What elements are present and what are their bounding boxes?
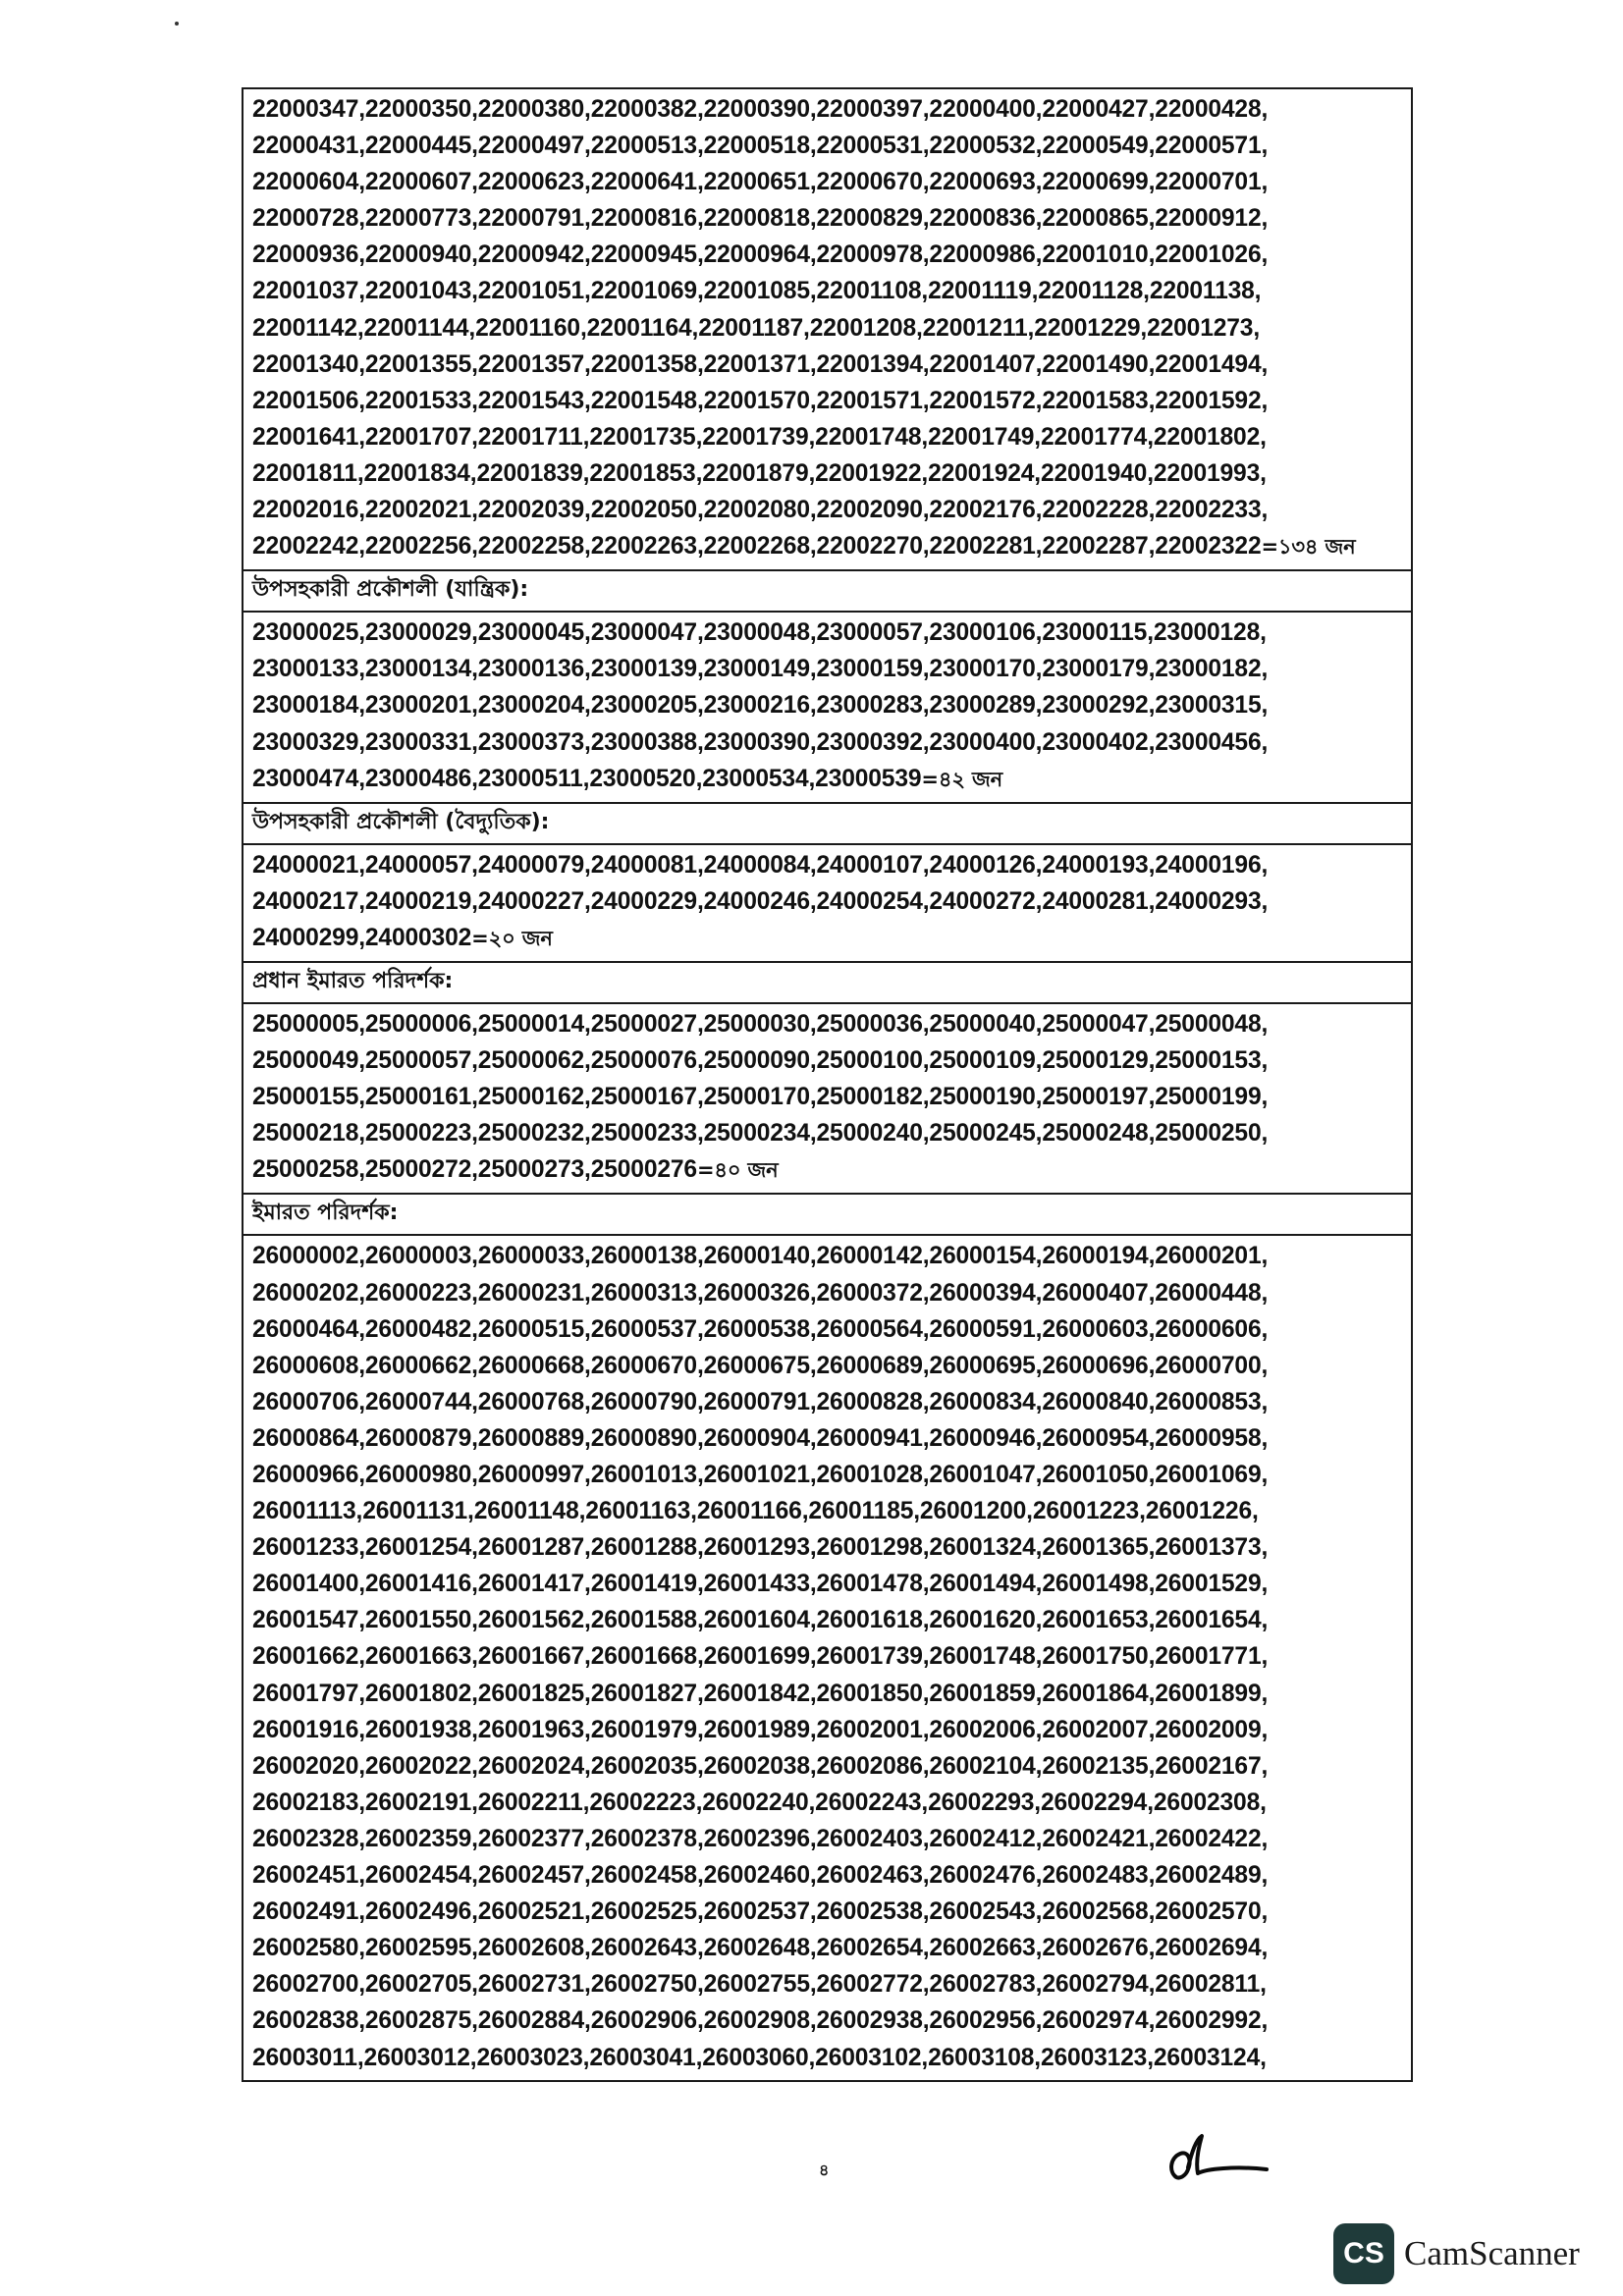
- roll-line: [252, 310, 1403, 347]
- roll-numbers: 22001641,22001707,22001711,22001735,22001739,22001748,22001749,22001774,22001802,: [252, 423, 1267, 451]
- section-total: =১৩৪ জন: [1261, 535, 1356, 560]
- roll-line: [252, 920, 1403, 957]
- roll-line: [252, 761, 1403, 798]
- roll-numbers: 22002242,22002256,22002258,22002263,22002268,22002270,22002281,22002287,22002322: [252, 533, 1262, 561]
- roll-numbers: 26000202,26000223,26000231,26000313,26000326,26000372,26000394,26000407,26000448,: [252, 1279, 1269, 1307]
- roll-numbers: 26001400,26001416,26001417,26001419,26001433,26001478,26001494,26001498,26001529,: [252, 1571, 1269, 1598]
- roll-numbers: 25000218,25000223,25000232,25000233,25000234,25000240,25000245,25000248,25000250,: [252, 1120, 1269, 1148]
- section-title: ইমারত পরিদর্শক:: [243, 1194, 1412, 1235]
- roll-line: [252, 237, 1403, 273]
- roll-numbers: 25000005,25000006,25000014,25000027,25000030,25000036,25000040,25000047,25000048,: [252, 1010, 1269, 1038]
- roll-line: [252, 1930, 1403, 1966]
- roll-numbers: 24000217,24000219,24000227,24000229,24000246,24000254,24000272,24000281,24000293,: [252, 887, 1269, 915]
- roll-line: [252, 1857, 1403, 1894]
- roll-line: [252, 1966, 1403, 2002]
- roll-numbers: 22000431,22000445,22000497,22000513,22000518,22000531,22000532,22000549,22000571,: [252, 133, 1269, 160]
- roll-list-row: [243, 88, 1412, 570]
- roll-line: [252, 1457, 1403, 1493]
- roll-line: [252, 1238, 1403, 1274]
- roll-numbers: 26002020,26002022,26002024,26002035,26002038,26002086,26002104,26002135,26002167,: [252, 1752, 1269, 1780]
- section-header-row: [243, 803, 1412, 844]
- roll-numbers: 23000474,23000486,23000511,23000520,23000534,23000539: [252, 765, 922, 792]
- roll-numbers: 26000966,26000980,26000997,26001013,26001021,26001028,26001047,26001050,26001069,: [252, 1462, 1269, 1488]
- camscanner-logo-icon: CS: [1333, 2223, 1394, 2284]
- roll-list-row: [243, 1235, 1412, 2080]
- roll-numbers: 22001142,22001144,22001160,22001164,22001187,22001208,22001211,22001229,22001273,: [252, 314, 1261, 342]
- roll-line: [252, 200, 1403, 237]
- roll-numbers: 26002183,26002191,26002211,26002223,26002240,26002243,26002293,26002294,26002308,: [252, 1789, 1267, 1816]
- section-header-row: [243, 1194, 1412, 1235]
- roll-line: [252, 1006, 1403, 1042]
- section-total: =৪২ জন: [921, 767, 1003, 791]
- roll-line: [252, 1493, 1403, 1529]
- roll-line: [252, 1748, 1403, 1785]
- roll-line: [252, 1420, 1403, 1457]
- section-title: প্রধান ইমারত পরিদর্শক:: [243, 962, 1412, 1003]
- roll-line: [252, 614, 1403, 651]
- roll-line: [252, 455, 1403, 492]
- roll-line: [252, 724, 1403, 761]
- page-number: ৪: [819, 2161, 830, 2179]
- roll-numbers: 22000936,22000940,22000942,22000945,22000964,22000978,22000986,22001010,22001026,: [252, 241, 1269, 269]
- roll-numbers: 25000258,25000272,25000273,25000276: [252, 1156, 697, 1184]
- roll-list-row: [243, 1003, 1412, 1194]
- roll-line: [252, 492, 1403, 528]
- roll-line: [252, 1275, 1403, 1311]
- roll-line: [252, 1821, 1403, 1857]
- roll-numbers: 23000025,23000029,23000045,23000047,23000048,23000057,23000106,23000115,23000128,: [252, 619, 1267, 647]
- roll-line: [252, 1676, 1403, 1712]
- roll-line: [252, 164, 1403, 200]
- roll-numbers: 26001662,26001663,26001667,26001668,26001699,26001739,26001748,26001750,26001771,: [252, 1643, 1269, 1671]
- roll-line: [252, 1348, 1403, 1384]
- roll-line: [252, 2040, 1403, 2076]
- roll-line: [252, 1602, 1403, 1638]
- roll-line: [252, 1311, 1403, 1348]
- roll-list-row: [243, 844, 1412, 962]
- stray-dot: [175, 22, 179, 26]
- roll-list-cell: [243, 612, 1412, 802]
- roll-line: [252, 1785, 1403, 1821]
- roll-numbers: 22001506,22001533,22001543,22001548,22001570,22001571,22001572,22001583,22001592,: [252, 387, 1269, 414]
- roll-numbers: 26000706,26000744,26000768,26000790,26000791,26000828,26000834,26000840,26000853,: [252, 1388, 1269, 1415]
- roll-numbers: 24000299,24000302: [252, 924, 472, 951]
- section-title: উপসহকারী প্রকৌশলী (যান্ত্রিক):: [243, 570, 1412, 612]
- roll-numbers: 23000133,23000134,23000136,23000139,23000149,23000159,23000170,23000179,23000182,: [252, 656, 1269, 683]
- roll-line: [252, 883, 1403, 920]
- roll-list-row: [243, 612, 1412, 802]
- roll-list-cell: [243, 844, 1412, 962]
- camscanner-watermark: [1333, 2222, 1580, 2285]
- roll-numbers: 26000464,26000482,26000515,26000537,26000538,26000564,26000591,26000603,26000606,: [252, 1315, 1269, 1343]
- roll-list-cell: [243, 1003, 1412, 1194]
- roll-line: [252, 1529, 1403, 1566]
- roll-numbers: 26001547,26001550,26001562,26001588,26001604,26001618,26001620,26001653,26001654,: [252, 1607, 1269, 1634]
- roll-line: [252, 847, 1403, 883]
- roll-line: [252, 1712, 1403, 1748]
- roll-line: [252, 528, 1403, 565]
- roll-line: [252, 419, 1403, 455]
- signature-mark: [1159, 2128, 1276, 2187]
- roll-line: [252, 1638, 1403, 1675]
- roll-line: [252, 687, 1403, 723]
- roll-numbers: 22001037,22001043,22001051,22001069,22001085,22001108,22001119,22001128,22001138,: [252, 278, 1262, 305]
- roll-numbers: 26000002,26000003,26000033,26000138,26000140,26000142,26000154,26000194,26000201,: [252, 1243, 1269, 1270]
- section-header-row: [243, 962, 1412, 1003]
- roll-numbers: 26001113,26001131,26001148,26001163,26001166,26001185,26001200,26001223,26001226,: [252, 1498, 1259, 1525]
- roll-numbers: 26002451,26002454,26002457,26002458,26002460,26002463,26002476,26002483,26002489,: [252, 1862, 1269, 1890]
- roll-line: [252, 1079, 1403, 1115]
- roll-line: [252, 1566, 1403, 1602]
- section-total: =২০ জন: [471, 926, 553, 950]
- section-header-row: [243, 570, 1412, 612]
- roll-numbers: 26002580,26002595,26002608,26002643,26002648,26002654,26002663,26002676,26002694,: [252, 1935, 1269, 1962]
- roll-numbers: 26002328,26002359,26002377,26002378,26002396,26002403,26002412,26002421,26002422,: [252, 1825, 1269, 1852]
- roll-line: [252, 651, 1403, 687]
- roll-numbers: 26002838,26002875,26002884,26002906,26002908,26002938,26002956,26002974,26002992,: [252, 2007, 1269, 2035]
- roll-numbers: 22001340,22001355,22001357,22001358,22001371,22001394,22001407,22001490,22001494,: [252, 350, 1269, 378]
- roll-line: [252, 383, 1403, 419]
- roll-numbers: 22000347,22000350,22000380,22000382,22000390,22000397,22000400,22000427,22000428,: [252, 96, 1269, 123]
- roll-numbers: 22001811,22001834,22001839,22001853,22001879,22001922,22001924,22001940,22001993,: [252, 459, 1267, 487]
- roll-line: [252, 273, 1403, 309]
- roll-list-cell: [243, 88, 1412, 570]
- roll-numbers: 24000021,24000057,24000079,24000081,24000084,24000107,24000126,24000193,24000196,: [252, 851, 1269, 879]
- roll-numbers: 25000049,25000057,25000062,25000076,25000090,25000100,25000109,25000129,25000153,: [252, 1047, 1269, 1075]
- roll-numbers: 25000155,25000161,25000162,25000167,25000170,25000182,25000190,25000197,25000199,: [252, 1084, 1269, 1111]
- roll-numbers: 26001233,26001254,26001287,26001288,26001293,26001298,26001324,26001365,26001373,: [252, 1534, 1269, 1562]
- roll-numbers: 23000329,23000331,23000373,23000388,23000390,23000392,23000400,23000402,23000456,: [252, 728, 1269, 756]
- roll-line: [252, 1115, 1403, 1151]
- roll-line: [252, 1151, 1403, 1189]
- roll-numbers: 26000608,26000662,26000668,26000670,26000675,26000689,26000695,26000696,26000700,: [252, 1352, 1269, 1379]
- roll-line: [252, 1384, 1403, 1420]
- roll-line: [252, 128, 1403, 164]
- roll-line: [252, 1894, 1403, 1930]
- roll-numbers: 22000604,22000607,22000623,22000641,22000651,22000670,22000693,22000699,22000701,: [252, 169, 1269, 196]
- results-table: [242, 87, 1413, 2082]
- roll-numbers: 22000728,22000773,22000791,22000816,22000818,22000829,22000836,22000865,22000912,: [252, 205, 1269, 233]
- roll-numbers: 22002016,22002021,22002039,22002050,22002080,22002090,22002176,22002228,22002233,: [252, 497, 1269, 524]
- roll-numbers: 26002491,26002496,26002521,26002525,26002537,26002538,26002543,26002568,26002570,: [252, 1898, 1269, 1926]
- roll-numbers: 26002700,26002705,26002731,26002750,26002755,26002772,26002783,26002794,26002811,: [252, 1971, 1267, 1999]
- roll-line: [252, 2002, 1403, 2039]
- roll-line: [252, 347, 1403, 383]
- roll-line: [252, 91, 1403, 128]
- roll-list-cell: [243, 1235, 1412, 2080]
- roll-numbers: 23000184,23000201,23000204,23000205,23000216,23000283,23000289,23000292,23000315,: [252, 692, 1269, 720]
- roll-line: [252, 1042, 1403, 1079]
- camscanner-label: CamScanner: [1404, 2234, 1580, 2272]
- section-total: =৪০ জন: [696, 1158, 779, 1183]
- section-title: উপসহকারী প্রকৌশলী (বৈদ্যুতিক):: [243, 803, 1412, 844]
- roll-numbers: 26000864,26000879,26000889,26000890,26000904,26000941,26000946,26000954,26000958,: [252, 1424, 1269, 1452]
- roll-numbers: 26001797,26001802,26001825,26001827,26001842,26001850,26001859,26001864,26001899,: [252, 1680, 1269, 1707]
- roll-numbers: 26001916,26001938,26001963,26001979,26001989,26002001,26002006,26002007,26002009,: [252, 1716, 1269, 1743]
- roll-numbers: 26003011,26003012,26003023,26003041,26003060,26003102,26003108,26003123,26003124,: [252, 2044, 1267, 2071]
